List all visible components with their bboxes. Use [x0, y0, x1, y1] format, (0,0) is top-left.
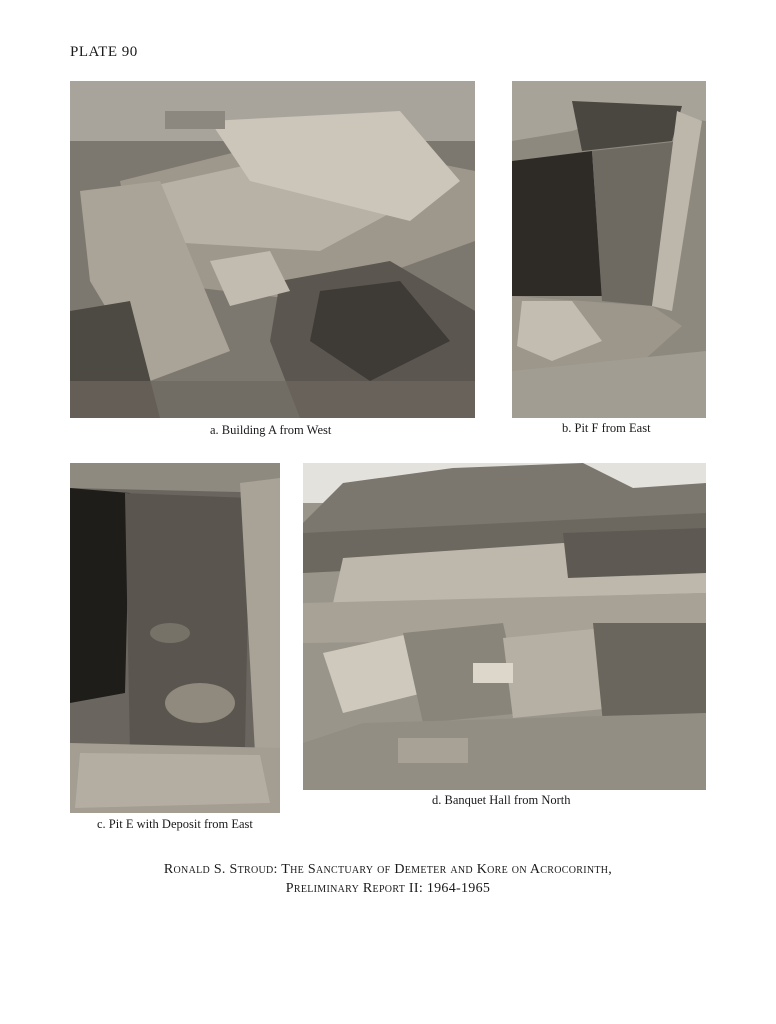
caption-d: d. Banquet Hall from North [432, 793, 571, 807]
plate-title: PLATE 90 [70, 44, 138, 60]
caption-c: c. Pit E with Deposit from East [97, 817, 253, 831]
photo-banquet-hall [303, 463, 706, 790]
photo-building-a [70, 81, 475, 418]
photo-pit-e [70, 463, 280, 813]
caption-a: a. Building A from West [210, 423, 332, 437]
footer-line-1: Ronald S. Stroud: The Sanctuary of Demeter and Kore on Acrocorinth, [163, 862, 613, 877]
caption-b: b. Pit F from East [562, 421, 651, 435]
photo-pit-f [512, 81, 706, 418]
footer-line-2: Preliminary Report II: 1964-1965 [285, 881, 491, 896]
